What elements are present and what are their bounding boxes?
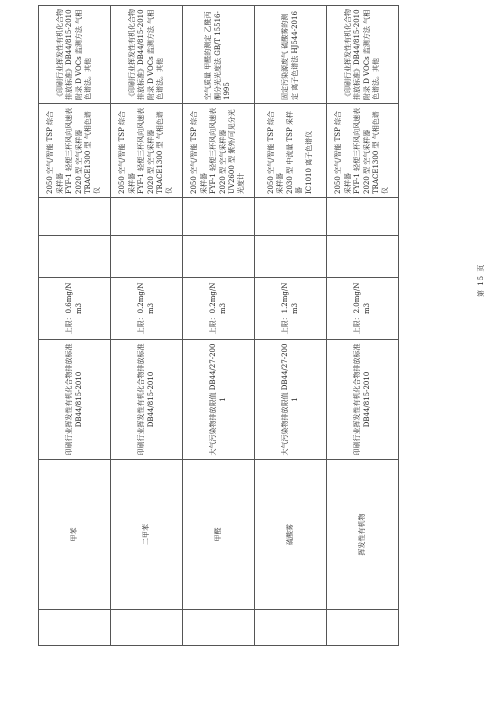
pollutant-cell: 二甲苯 bbox=[111, 460, 183, 610]
blank-cell bbox=[255, 198, 327, 236]
instrument-line: TRACE1300 型 气相色谱仪 bbox=[371, 111, 390, 194]
monitoring-table bbox=[38, 5, 399, 646]
instrument-cell bbox=[327, 104, 399, 198]
method-cell: 固定污染源废气 硫酸雾的测定 离子色谱法 HJ544-2016 bbox=[255, 6, 327, 104]
standard-cell: 印刷行业挥发性有机化合物排放标准 DB44/815-2010 bbox=[111, 340, 183, 460]
instrument-line: 2020 型 空气采样器 bbox=[74, 129, 83, 194]
method-cell: 《印刷行业挥发性有机化合物排放标准》DB44/815-2010 附录 D VOCs 监测方法 气相色谱法。其他 bbox=[111, 6, 183, 104]
instrument-line: TRACE1300 型 气相色谱仪 bbox=[155, 111, 174, 194]
instrument-line: 2030 型 中流量 TSP 采样器 bbox=[285, 111, 304, 194]
table-row bbox=[255, 6, 327, 646]
instrument-line: FYF-1 轻便三杯风向风速表 bbox=[209, 107, 218, 194]
blank-cell bbox=[255, 610, 327, 646]
blank-cell bbox=[111, 610, 183, 646]
table-row bbox=[111, 6, 183, 646]
table-body bbox=[39, 6, 399, 646]
pollutant-cell: 硫酸雾 bbox=[255, 460, 327, 610]
standard-cell: 印刷行业挥发性有机化合物排放标准 DB44/815-2010 bbox=[39, 340, 111, 460]
table-row bbox=[327, 6, 399, 646]
blank-cell bbox=[39, 198, 111, 236]
limit-cell: 上限：2.0mg/Nm3 bbox=[327, 278, 399, 340]
blank-cell bbox=[183, 236, 255, 278]
instrument-line: 2050 空气/智能 TSP 综合采样器 bbox=[266, 110, 285, 194]
instrument-line: 2050 空气/智能 TSP 综合采样器 bbox=[190, 110, 208, 194]
blank-cell bbox=[327, 198, 399, 236]
instrument-line: TRACE1300 型 气相色谱仪 bbox=[83, 111, 102, 194]
limit-cell: 上限：0.2mg/Nm3 bbox=[183, 278, 255, 340]
blank-cell bbox=[255, 236, 327, 278]
instrument-line: UV2600 型 紫外/可见分光光度计 bbox=[227, 109, 246, 194]
instrument-line: IC1010 离子色谱仪 bbox=[304, 130, 313, 194]
pollutant-cell: 甲苯 bbox=[39, 460, 111, 610]
pollutant-cell: 甲醛 bbox=[183, 460, 255, 610]
method-cell: 《印刷行业挥发性有机化合物排放标准》DB44/815-2010 附录 D VOCs 监测方法 气相色谱法。其他 bbox=[39, 6, 111, 104]
blank-cell bbox=[327, 236, 399, 278]
instrument-cell bbox=[183, 104, 255, 198]
standard-cell: 大气污染物排放限值 DB44/27-2001 bbox=[183, 340, 255, 460]
instrument-line: FYF-1 轻便三杯风向风速表 bbox=[65, 107, 74, 194]
limit-cell: 上限：0.2mg/Nm3 bbox=[111, 278, 183, 340]
blank-cell bbox=[111, 198, 183, 236]
instrument-line: FYF-1 轻便三杯风向风速表 bbox=[137, 107, 146, 194]
table-row bbox=[183, 6, 255, 646]
blank-cell bbox=[183, 610, 255, 646]
instrument-line: 2050 空气/智能 TSP 综合采样器 bbox=[118, 110, 136, 194]
blank-cell bbox=[183, 198, 255, 236]
instrument-line: 2020 型 空气采样器 bbox=[146, 129, 155, 194]
instrument-line: FYF-1 轻便三杯风向风速表 bbox=[353, 107, 362, 194]
instrument-line: 2020 型 空气采样器 bbox=[362, 129, 371, 194]
instrument-line: 2020 型 空气采样器 bbox=[218, 129, 227, 194]
blank-cell bbox=[39, 610, 111, 646]
instrument-cell bbox=[111, 104, 183, 198]
standard-cell: 印刷行业挥发性有机化合物排放标准 DB44/815-2010 bbox=[327, 340, 399, 460]
standard-cell: 大气污染物排放限值 DB44/27-2001 bbox=[255, 340, 327, 460]
instrument-cell bbox=[255, 104, 327, 198]
pollutant-cell: 挥发性有机物 bbox=[327, 460, 399, 610]
method-cell: 《印刷行业挥发性有机化合物排放标准》DB44/815-2010 附录 D VOCs 监测方法 气相色谱法。其他 bbox=[327, 6, 399, 104]
page-number: 第 15 页 bbox=[477, 263, 485, 297]
instrument-line: 2050 空气/智能 TSP 综合采样器 bbox=[46, 110, 64, 194]
blank-cell bbox=[39, 236, 111, 278]
instrument-line: 2050 空气/智能 TSP 综合采样器 bbox=[334, 110, 352, 194]
table-row bbox=[39, 6, 111, 646]
blank-cell bbox=[111, 236, 183, 278]
method-cell: 空气质量 甲醛的测定 乙酰丙酮分光光度法 GB/T 15516-1995 bbox=[183, 6, 255, 104]
limit-cell: 上限：1.2mg/Nm3 bbox=[255, 278, 327, 340]
blank-cell bbox=[327, 610, 399, 646]
instrument-cell bbox=[39, 104, 111, 198]
limit-cell: 上限：0.6mg/Nm3 bbox=[39, 278, 111, 340]
